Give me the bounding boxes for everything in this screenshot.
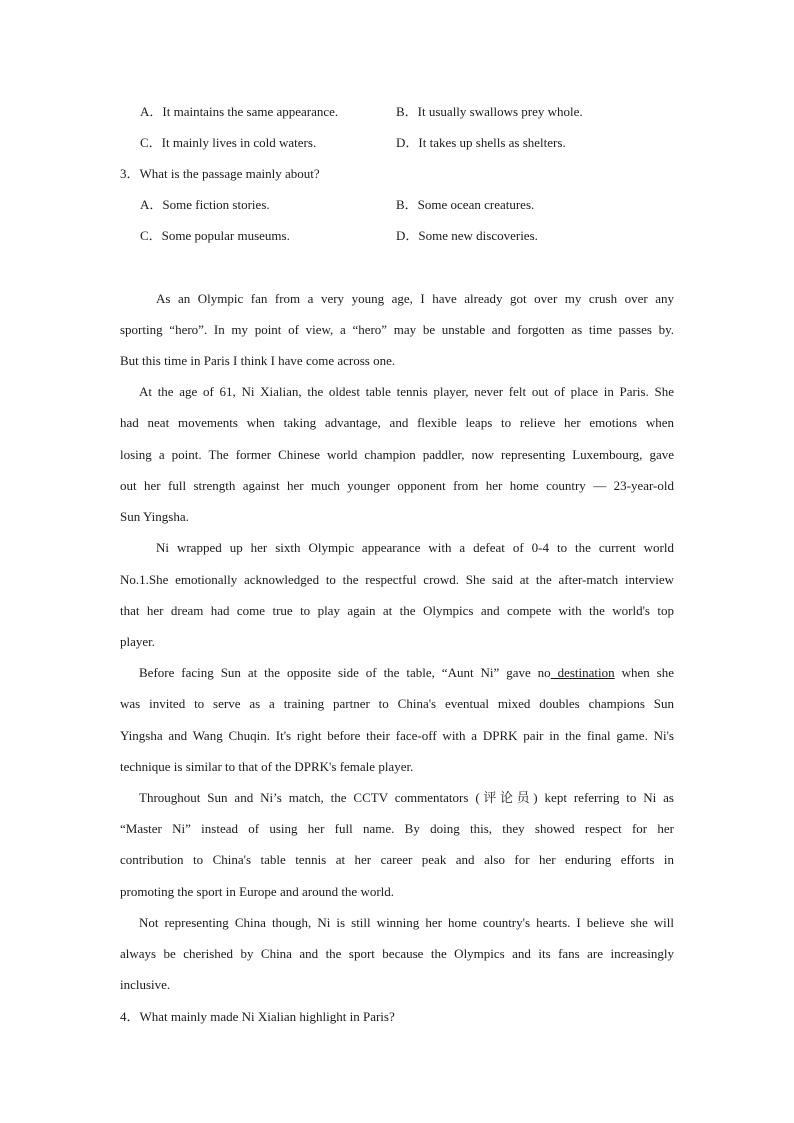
q3-option-b: B．Some ocean creatures. — [396, 197, 535, 212]
q2-option-c: C．It mainly lives in cold waters. — [140, 135, 317, 150]
p3-line-4: player. — [120, 634, 156, 649]
p1-line-3: But this time in Paris I think I have come across one. — [120, 353, 396, 368]
p3-line-2: No.1.She emotionally acknowledged to the respectful crowd. She said at the after-match interview — [120, 572, 674, 587]
q2-option-a: A．It maintains the same appearance. — [140, 104, 339, 119]
q4-question: 4．What mainly made Ni Xialian highlight in Paris? — [120, 1009, 395, 1024]
p6-line-3: inclusive. — [120, 977, 171, 992]
p3-line-1: Ni wrapped up her sixth Olympic appearance with a defeat of 0-4 to the current world — [156, 540, 674, 555]
p4-line-4: technique is similar to that of the DPRK's female player. — [120, 759, 414, 774]
p6-line-1: Not representing China though, Ni is still winning her home country's hearts. I believe she will — [139, 915, 674, 930]
p4-line-1-start: Before facing Sun at the opposite side of the table, “Aunt Ni” gave no — [139, 665, 551, 680]
q2-option-b: B．It usually swallows prey whole. — [396, 104, 583, 119]
q3-option-d: D．Some new discoveries. — [396, 228, 538, 243]
p2-line-5: Sun Yingsha. — [120, 509, 189, 524]
p5-line-4: promoting the sport in Europe and around the world. — [120, 884, 395, 899]
q3-question: 3．What is the passage mainly about? — [120, 166, 320, 181]
p2-line-1: At the age of 61, Ni Xialian, the oldest table tennis player, never felt out of place in Paris. She — [139, 384, 674, 399]
p2-line-4: out her full strength against her much younger opponent from her home country — 23-year-old — [120, 478, 674, 493]
p1-line-1: As an Olympic fan from a very young age, I have already got over my crush over any — [156, 291, 674, 306]
p5-line-1: Throughout Sun and Ni’s match, the CCTV commentators (评论员) kept referring to Ni as — [139, 790, 674, 805]
p2-line-3: losing a point. The former Chinese world champion paddler, now representing Luxembourg, gave — [120, 447, 674, 462]
p4-line-3: Yingsha and Wang Chuqin. It's right before their face-off with a DPRK pair in the final game. Ni's — [120, 728, 674, 743]
p5-line-2: “Master Ni” instead of using her full name. By doing this, they showed respect for her — [120, 821, 674, 836]
p2-line-2: had neat movements when taking advantage, and flexible leaps to relieve her emotions when — [120, 415, 674, 430]
p4-line-2: was invited to serve as a training partner to China's eventual mixed doubles champions Sun — [120, 696, 674, 711]
p4-line-1 — [139, 665, 674, 681]
q3-option-a: A．Some fiction stories. — [140, 197, 270, 212]
p4-line-1-end: when she — [614, 665, 674, 680]
p6-line-2: always be cherished by China and the sport because the Olympics and its fans are increasingly — [120, 946, 674, 961]
p1-line-2: sporting “hero”. In my point of view, a “hero” may be unstable and forgotten as time passes by. — [120, 322, 674, 337]
q3-option-c: C．Some popular museums. — [140, 228, 290, 243]
p5-line-3: contribution to China's table tennis at her career peak and also for her enduring efforts in — [120, 852, 674, 867]
q2-option-d: D．It takes up shells as shelters. — [396, 135, 566, 150]
p3-line-3: that her dream had come true to play again at the Olympics and compete with the world's top — [120, 603, 674, 618]
underlined-word-destination: destination — [550, 665, 615, 680]
